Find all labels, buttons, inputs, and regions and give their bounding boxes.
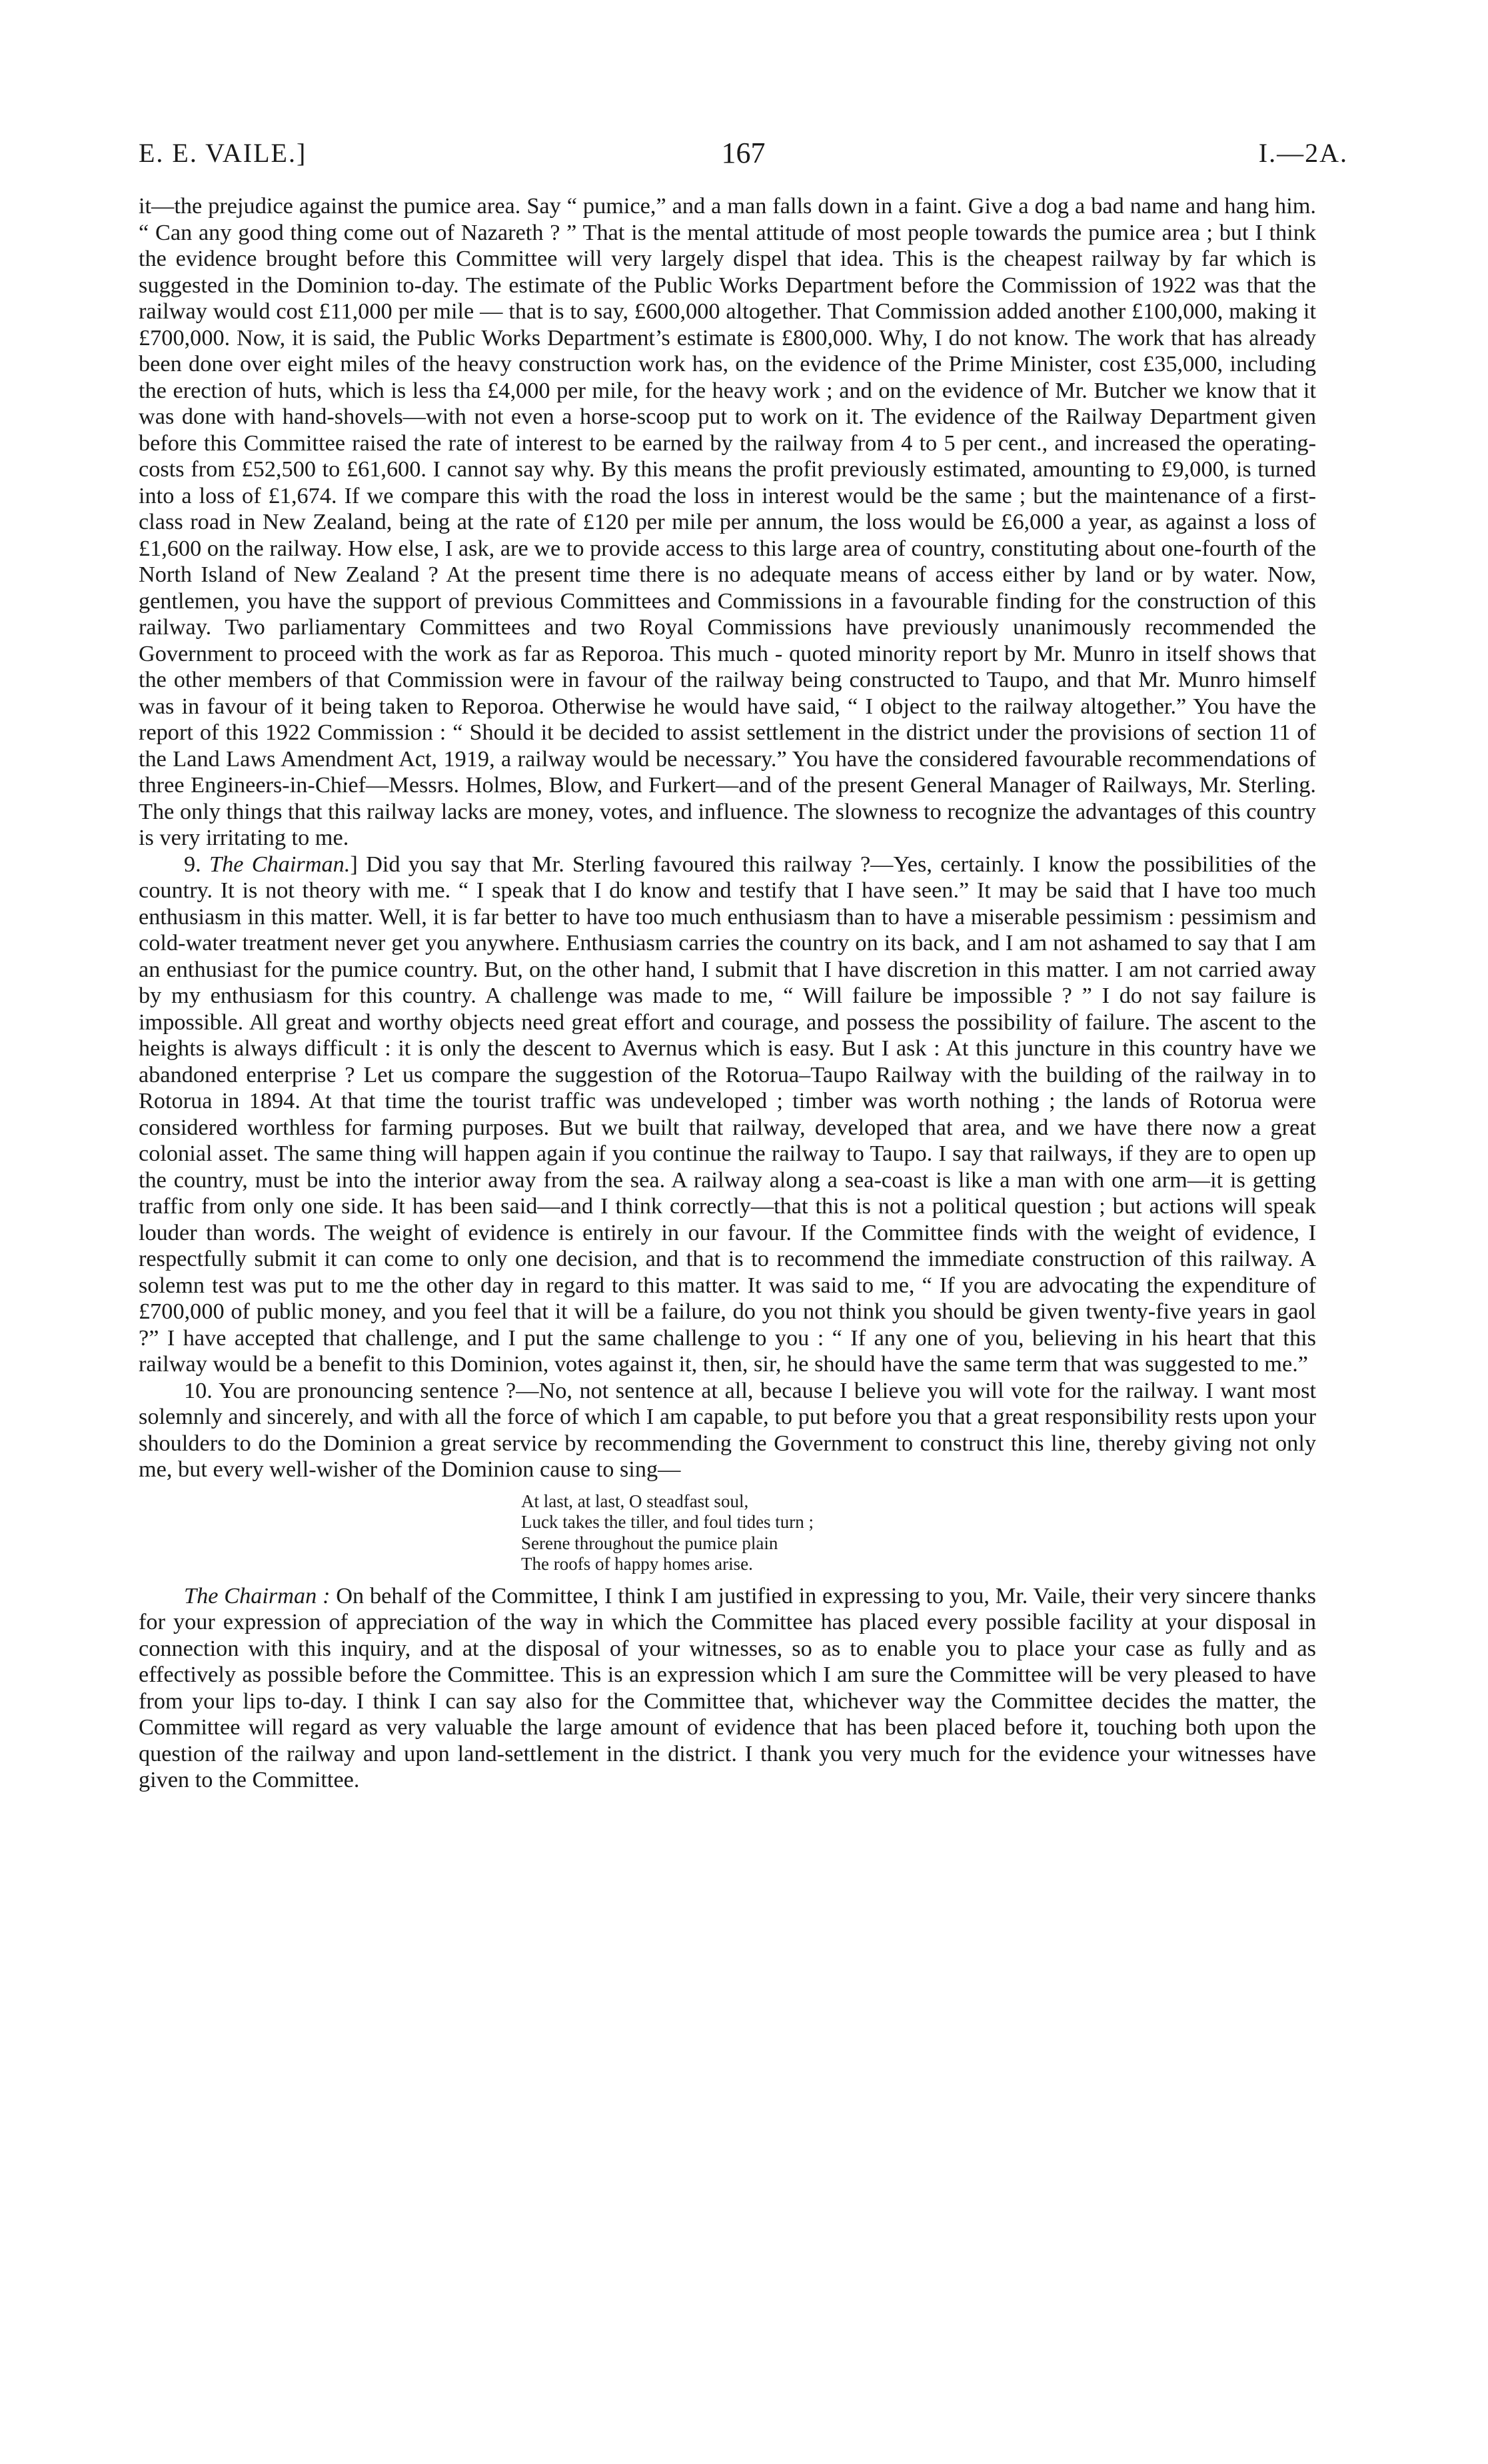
document-reference: I.—2A. [1258, 138, 1348, 168]
paragraph-question-10: 10. You are pronouncing sentence ?—No, not sentence at all, because I believe you will vote for the railway. I want most solemnly and sincerely, and with all the force of which I am capable, to put before you that a great responsibility rests upon your shoulders to do the Dominion a great service by recommending the Government to construct this line, thereby giving not only me, but every well-wisher of the Dominion cause to sing— [139, 1377, 1316, 1482]
page-number: 167 [721, 137, 766, 169]
verse-line: At last, at last, O steadfast soul, [521, 1491, 749, 1511]
paragraph-question-9 [139, 852, 1316, 1378]
speaker-label: The Chairman. [209, 851, 351, 877]
verse-line: The roofs of happy homes arise. [521, 1554, 753, 1574]
document-body [139, 193, 1316, 1794]
verse-quotation [521, 1491, 1316, 1575]
header-witness-name: E. E. VAILE.] [139, 138, 307, 168]
verse-line: Serene throughout the pumice plain [521, 1533, 778, 1553]
paragraph-chairman-closing [139, 1583, 1316, 1794]
paragraph-text: ] Did you say that Mr. Sterling favoured this railway ?—Yes, certainly. I know the possibilities of the country. It is not theory with me. “ I speak that I do know and testify that I have seen.” It may be said that I have too much enthusiasm in this matter. Well, it is far better to have too much enthusiasm than to have a miserable pessimism : pessimism and cold-water treatment never get you anywhere. Enthusiasm carries the country on its back, and I am not ashamed to say that I am an enthusiast for the pumice country. But, on the other hand, I submit that I have discretion in this matter. I am not carried away by my enthusiasm for this country. A challenge was made to me, “ Will failure be impossible ? ” I do not say failure is impossible. All great and worthy objects need great effort and courage, and possess the possibility of failure. The ascent to the heights is always difficult : it is only the descent to Avernus which is easy. But I ask : At this juncture in this country have we abandoned enterprise ? Let us compare the suggestion of the Rotorua–Taupo Railway with the building of the railway in to Rotorua in 1894. At that time the tourist traffic was undeveloped ; timber was worth nothing ; the lands of Rotorua were considered worthless for farming purposes. But we built that railway, developed that area, and we have there now a great colonial asset. The same thing will happen again if you continue the railway to Taupo. I say that railways, if they are to open up the country, must be into the interior away from the sea. A railway along a sea-coast is like a man with one arm—it is getting traffic from only one side. It has been said—and I think correctly—that this is not a political question ; but actions will speak louder than words. The weight of evidence is entirely in our favour. If the Committee finds with the weight of evidence, I respectfully submit it can come to only one decision, and that is to recommend the immediate construction of this railway. A solemn test was put to me the other day in regard to this matter. It was said to me, “ If you are advocating the expenditure of £700,000 of public money, and you feel that it will be a failure, do you not think you should be given twenty-five years in gaol ?” I have accepted that challenge, and I put the same challenge to you : “ If any one of you, believing in his heart that this railway would be a benefit to this Dominion, votes against it, then, sir, he should have the same term that was suggested to me.” [139, 851, 1316, 1377]
page-header [139, 133, 1348, 173]
verse-line: Luck takes the tiller, and foul tides turn ; [521, 1512, 814, 1532]
paragraph-continuation: it—the prejudice against the pumice area. Say “ pumice,” and a man falls down in a faint. Give a dog a bad name and hang him. “ Can any good thing come out of Nazareth ? ” That is the mental attitude of most people towards the pumice area ; but I think the evidence brought before this Committee will very largely dispel that idea. This is the cheapest railway by far which is suggested in the Dominion to-day. The estimate of the Public Works Department before the Commission of 1922 was that the railway would cost £11,000 per mile — that is to say, £600,000 altogether. That Commission added another £100,000, making it £700,000. Now, it is said, the Public Works Department’s estimate is £800,000. Why, I do not know. The work that has already been done over eight miles of the heavy construction work has, on the evidence of the Prime Minister, cost £35,000, including the erection of huts, which is less tha £4,000 per mile, for the heavy work ; and on the evidence of Mr. Butcher we know that it was done with hand-shovels—with not even a horse-scoop put to work on it. The evidence of the Railway Department given before this Committee raised the rate of interest to be earned by the railway from 4 to 5 per cent., and increased the operating-costs from £52,500 to £61,600. I cannot say why. By this means the profit previously estimated, amounting to £9,000, is turned into a loss of £1,674. If we compare this with the road the loss in interest would be the same ; but the maintenance of a first-class road in New Zealand, being at the rate of £120 per mile per annum, the loss would be £6,000 a year, as against a loss of £1,600 on the railway. How else, I ask, are we to provide access to this large area of country, constituting about one-fourth of the North Island of New Zealand ? At the present time there is no adequate means of access either by land or by water. Now, gentlemen, you have the support of previous Committees and Commissions in a favourable finding for the construction of this railway. Two parliamentary Committees and two Royal Commissions have previously unanimously recommended the Government to proceed with the work as far as Reporoa. This much - quoted minority report by Mr. Munro in itself shows that the other members of that Commission were in favour of the railway being constructed to Taupo, and that Mr. Munro himself was in favour of it being taken to Reporoa. Otherwise he would have said, “ I object to the railway altogether.” You have the report of this 1922 Commission : “ Should it be decided to assist settlement in the district under the provisions of section 11 of the Land Laws Amendment Act, 1919, a railway would be necessary.” You have the considered favourable recommendations of three Engineers-in-Chief—Messrs. Holmes, Blow, and Furkert—and of the present General Manager of Railways, Mr. Sterling. The only things that this railway lacks are money, votes, and influence. The slowness to recognize the advantages of this country is very irritating to me. [139, 193, 1316, 850]
paragraph-text: On behalf of the Committee, I think I am justified in expressing to you, Mr. Vaile, their very sincere thanks for your expression of appreciation of the way in which the Committee has placed every possible facility at your disposal in connection with this inquiry, and at the disposal of your witnesses, so as to enable you to place your case as fully and as effectively as possible before the Committee. This is an expression which I am sure the Committee will be very pleased to have from your lips to-day. I think I can say also for the Committee that, whichever way the Committee decides the matter, the Committee will regard as very valuable the large amount of evidence that has been placed before it, touching both upon the question of the railway and upon land-settlement in the district. I thank you very much for the evidence your witnesses have given to the Committee. [139, 1582, 1316, 1792]
question-number: 9. [184, 851, 201, 877]
speaker-label: The Chairman : [184, 1582, 331, 1608]
